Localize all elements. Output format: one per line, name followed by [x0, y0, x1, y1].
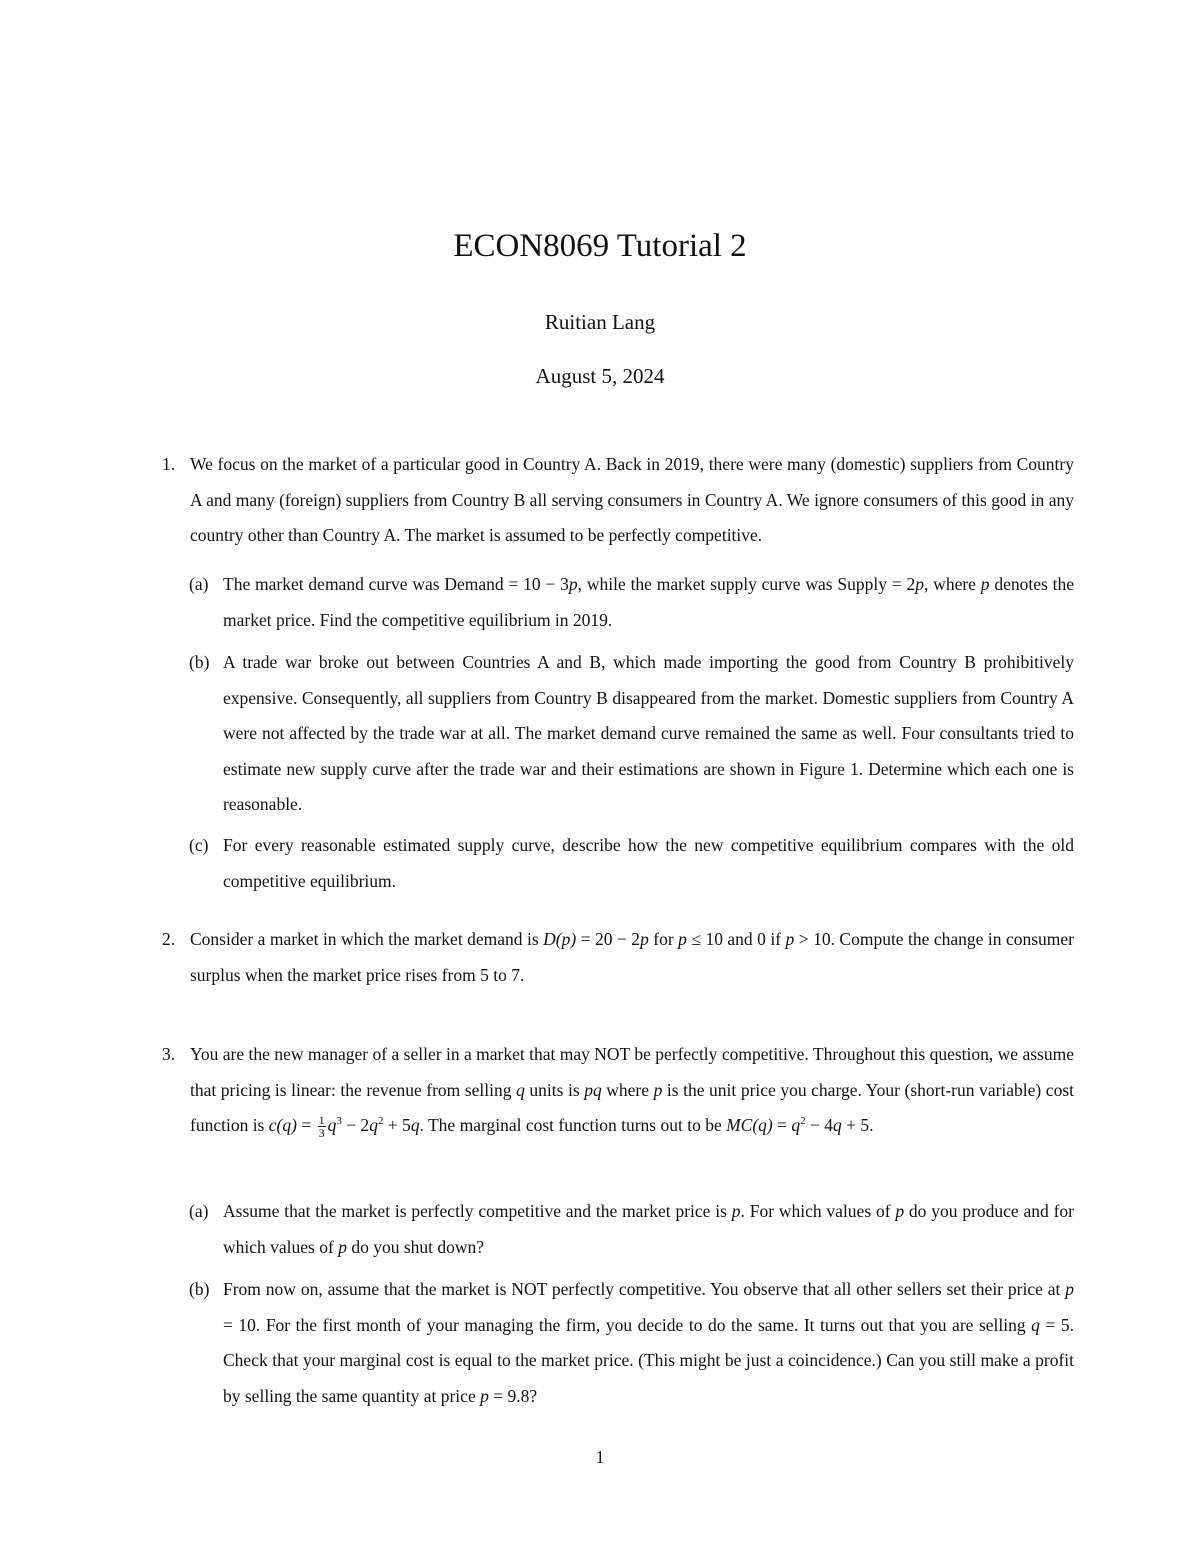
question-2-number: 2. [162, 929, 176, 949]
question-3b-text: From now on, assume that the market is NOT perfectly competitive. You observe that all other sellers set their price at p = 10. For the first month of your managing the firm, you decide to do the same. It turns out that you are selling q = 5. Check that your marginal cost is equal to the market price. (This might be just a coincidence.) Can you still make a profit by selling the same quantity at price p = 9.8? [223, 1279, 1074, 1406]
question-1-number: 1. [162, 454, 176, 474]
question-2-text: Consider a market in which the market demand is D(p) = 20 − 2p for p ≤ 10 and 0 if p > 10. Compute the change in consumer surplus when the market price rises from 5 to 7. [190, 929, 1075, 985]
question-3b-label: (b) [189, 1279, 210, 1299]
fraction-one-third: $\frac{1}{3}$ [318, 1113, 325, 1141]
question-1c-label: (c) [189, 835, 209, 855]
question-3-text: You are the new manager of a seller in a market that may NOT be perfectly competitive. Throughout this question, we assume that pricing is linear: the revenue from selling q units is pq where p is the unit price you charge. Your (short-run variable) cost function is c(q) = $\frac{1}{3}$ $q^3 - 2q^2 + 5q$. The marginal cost function turns out to be $MC(q) = q^2 - 4q + 5$. [190, 1044, 1074, 1141]
question-3a-text: Assume that the market is perfectly competitive and the market price is p. For which values of p do you produce and for which values of p do you shut down? [223, 1201, 1074, 1257]
question-1-text: We focus on the market of a particular good in Country A. Back in 2019, there were many (domestic) suppliers from Country A and many (foreign) suppliers from Country B all serving consumers in Country A. We ignore consumers of this good in any country other than Country A. The market is assumed to be perfectly competitive. [190, 454, 1074, 545]
question-1b-text: A trade war broke out between Countries A and B, which made importing the good from Country B prohibitively expensive. Consequently, all suppliers from Country B disappeared from the market. Domestic suppliers from Country A were not affected by the trade war at all. The market demand curve remained the same as well. Four consultants tried to estimate new supply curve after the trade war and their estimations are shown in Figure 1. Determine which each one is reasonable. [223, 652, 1074, 814]
question-1a-text: The market demand curve was Demand = 10 − 3p, while the market supply curve was Supply = 2p, where p denotes the market price. Find the competitive equilibrium in 2019. [223, 574, 1074, 630]
document-title: ECON8069 Tutorial 2 [453, 228, 747, 264]
question-1c-text: For every reasonable estimated supply curve, describe how the new competitive equilibrium compares with the old competitive equilibrium. [223, 835, 1074, 891]
question-1a-label: (a) [189, 574, 209, 594]
question-1b-label: (b) [189, 652, 210, 672]
question-3-number: 3. [162, 1044, 176, 1064]
author-name: Ruitian Lang [544, 310, 656, 334]
page-number: 1 [595, 1447, 605, 1467]
question-3a-label: (a) [189, 1201, 209, 1221]
document-date: August 5, 2024 [535, 364, 665, 388]
